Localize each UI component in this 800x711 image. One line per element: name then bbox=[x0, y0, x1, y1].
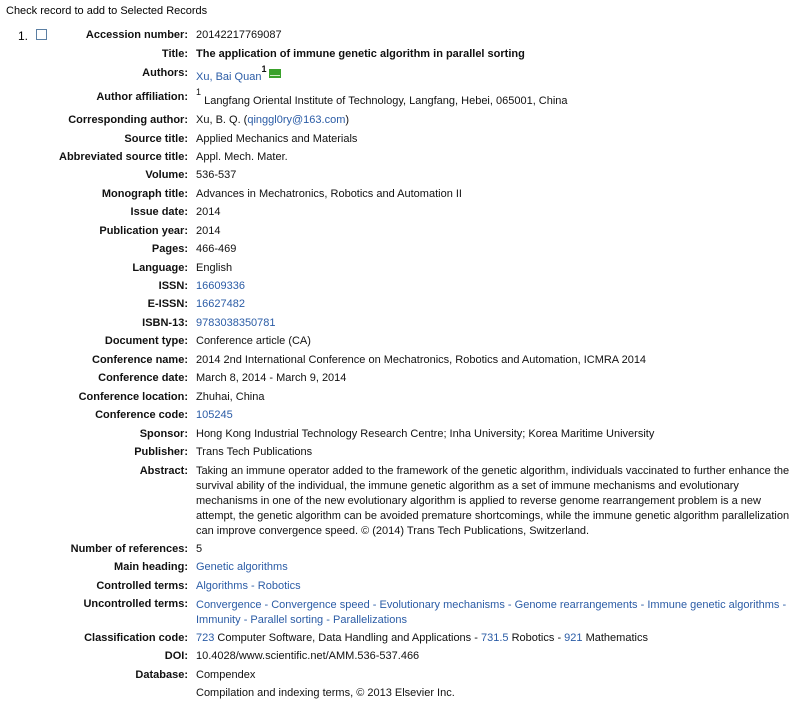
conf-name-label: Conference name: bbox=[92, 354, 188, 366]
title-value: The application of immune genetic algorithm in parallel sorting bbox=[196, 48, 525, 60]
issn-label: ISSN: bbox=[158, 280, 188, 292]
uncontrolled-terms-label: Uncontrolled terms: bbox=[83, 598, 188, 610]
num-refs-value: 5 bbox=[196, 543, 203, 555]
authors-label: Authors: bbox=[142, 67, 188, 79]
accession-value: 20142217769087 bbox=[196, 29, 282, 41]
doc-type-value: Conference article (CA) bbox=[196, 335, 311, 347]
corresponding-label: Corresponding author: bbox=[68, 114, 188, 126]
affiliation-value bbox=[196, 87, 568, 107]
term-separator: - bbox=[640, 599, 645, 611]
uncontrolled-term-link[interactable]: Parallel sorting bbox=[250, 614, 324, 626]
email-icon[interactable] bbox=[269, 69, 281, 78]
doc-type-label: Document type: bbox=[104, 335, 188, 347]
doi-value: 10.4028/www.scientific.net/AMM.536-537.466 bbox=[196, 650, 420, 662]
term-separator: - bbox=[782, 599, 787, 611]
volume-label: Volume: bbox=[145, 169, 188, 181]
classification-code-link[interactable]: 731.5 bbox=[480, 632, 509, 644]
term-separator: - bbox=[507, 599, 512, 611]
pages-value: 466-469 bbox=[196, 243, 237, 255]
main-heading-link[interactable]: Genetic algorithms bbox=[196, 561, 288, 573]
issn-link[interactable]: 16609336 bbox=[196, 280, 245, 292]
classification-label: Classification code: bbox=[84, 632, 188, 644]
uncontrolled-term-link[interactable]: Convergence speed bbox=[271, 599, 370, 611]
authors-value bbox=[196, 64, 281, 83]
sponsor-label: Sponsor: bbox=[139, 428, 188, 440]
language-value: English bbox=[196, 262, 233, 274]
uncontrolled-term-link[interactable]: Genome rearrangements bbox=[514, 599, 638, 611]
corresponding-close: ) bbox=[345, 114, 350, 126]
isbn-link[interactable]: 9783038350781 bbox=[196, 317, 276, 329]
conf-code-label: Conference code: bbox=[95, 409, 188, 421]
conf-location-label: Conference location: bbox=[78, 391, 188, 403]
term-separator: - bbox=[264, 599, 269, 611]
copyright-notice: Compilation and indexing terms, © 2013 Elsevier Inc. bbox=[196, 687, 455, 699]
term-separator: - bbox=[326, 614, 330, 626]
controlled-terms-label: Controlled terms: bbox=[96, 580, 188, 592]
term-separator: - bbox=[557, 632, 562, 644]
pages-label: Pages: bbox=[151, 243, 188, 255]
controlled-term-link[interactable]: Algorithms bbox=[196, 580, 248, 592]
conf-date-value: March 8, 2014 - March 9, 2014 bbox=[196, 372, 347, 384]
selection-instructions: Check record to add to Selected Records bbox=[6, 5, 208, 17]
conf-name-value: 2014 2nd International Conference on Mechatronics, Robotics and Automation, ICMRA 2014 bbox=[196, 354, 647, 366]
affiliation-text: Langfang Oriental Institute of Technology, Langfang, Hebei, 065001, China bbox=[204, 94, 568, 107]
classification-list bbox=[196, 632, 648, 644]
volume-value: 536-537 bbox=[196, 169, 237, 181]
conf-date-label: Conference date: bbox=[98, 372, 188, 384]
abbrev-source-value: Appl. Mech. Mater. bbox=[196, 151, 288, 163]
pub-year-label: Publication year: bbox=[99, 225, 188, 237]
term-separator: - bbox=[243, 614, 248, 626]
conf-code-link[interactable]: 105245 bbox=[196, 409, 233, 421]
issue-date-label: Issue date: bbox=[130, 206, 188, 218]
source-title-label: Source title: bbox=[124, 133, 188, 145]
source-title-value: Applied Mechanics and Materials bbox=[196, 133, 358, 145]
author-link[interactable]: Xu, Bai Quan bbox=[196, 70, 262, 83]
abstract-label: Abstract: bbox=[139, 465, 188, 477]
main-heading-label: Main heading: bbox=[114, 561, 188, 573]
eissn-label: E-ISSN: bbox=[147, 298, 188, 310]
isbn-label: ISBN-13: bbox=[142, 317, 188, 329]
affiliation-label: Author affiliation: bbox=[96, 91, 188, 103]
title-label: Title: bbox=[161, 48, 188, 60]
classification-code-link[interactable]: 723 bbox=[196, 632, 215, 644]
uncontrolled-term-link[interactable]: Convergence bbox=[196, 599, 262, 611]
uncontrolled-terms-list bbox=[196, 598, 796, 628]
controlled-terms-list bbox=[196, 580, 301, 592]
num-refs-label: Number of references: bbox=[70, 543, 188, 555]
publisher-label: Publisher: bbox=[134, 446, 188, 458]
corresponding-email-link[interactable]: qinggl0ry@163.com bbox=[247, 114, 346, 126]
uncontrolled-term-link[interactable]: Parallelizations bbox=[332, 614, 407, 626]
conf-location-value: Zhuhai, China bbox=[196, 391, 265, 403]
affiliation-sup: 1 bbox=[196, 87, 202, 97]
abbrev-source-label: Abbreviated source title: bbox=[59, 151, 188, 163]
term-separator: - bbox=[474, 632, 478, 644]
pub-year-value: 2014 bbox=[196, 225, 221, 237]
term-separator: - bbox=[251, 580, 255, 592]
uncontrolled-term-link[interactable]: Evolutionary mechanisms bbox=[379, 599, 505, 611]
monograph-label: Monograph title: bbox=[101, 188, 188, 200]
uncontrolled-term-link[interactable]: Immune genetic algorithms bbox=[647, 599, 780, 611]
monograph-value: Advances in Mechatronics, Robotics and Automation II bbox=[196, 188, 462, 200]
database-label: Database: bbox=[135, 669, 188, 681]
doi-label: DOI: bbox=[164, 650, 188, 662]
eissn-link[interactable]: 16627482 bbox=[196, 298, 245, 310]
record-select-checkbox[interactable] bbox=[36, 29, 47, 40]
controlled-term-link[interactable]: Robotics bbox=[257, 580, 301, 592]
corresponding-value bbox=[196, 114, 349, 126]
classification-code-link[interactable]: 921 bbox=[564, 632, 583, 644]
uncontrolled-term-link[interactable]: Immunity bbox=[196, 614, 241, 626]
issue-date-value: 2014 bbox=[196, 206, 221, 218]
author-affiliation-sup: 1 bbox=[261, 64, 267, 74]
abstract-text: Taking an immune operator added to the framework of the genetic algorithm, individuals vaccinated to further enhance the survival ability of the individual, the immune genetic algorithm as a set of immune mechanisms and evolutionary mechanisms in one of the new evolutionary algorithm is applied to reverse genome rearrangement problem is a new attempt, the genetic algorithm can be avoided premature shortcomings, while the immune genetic algorithm parallelization can improve convergence speed. © (2014) Trans Tech Publications, Switzerland. bbox=[196, 465, 790, 537]
publisher-value: Trans Tech Publications bbox=[196, 446, 313, 458]
classification-text: Computer Software, Data Handling and Applications bbox=[217, 632, 472, 644]
classification-text: Robotics bbox=[511, 632, 555, 644]
sponsor-value: Hong Kong Industrial Technology Research Centre; Inha University; Korea Maritime University bbox=[196, 428, 655, 440]
term-separator: - bbox=[372, 599, 377, 611]
database-value: Compendex bbox=[196, 669, 256, 681]
record-number: 1. bbox=[18, 29, 29, 43]
accession-label: Accession number: bbox=[85, 29, 188, 41]
classification-text: Mathematics bbox=[585, 632, 648, 644]
corresponding-name: Xu, B. Q. ( bbox=[196, 114, 248, 126]
language-label: Language: bbox=[132, 262, 188, 274]
